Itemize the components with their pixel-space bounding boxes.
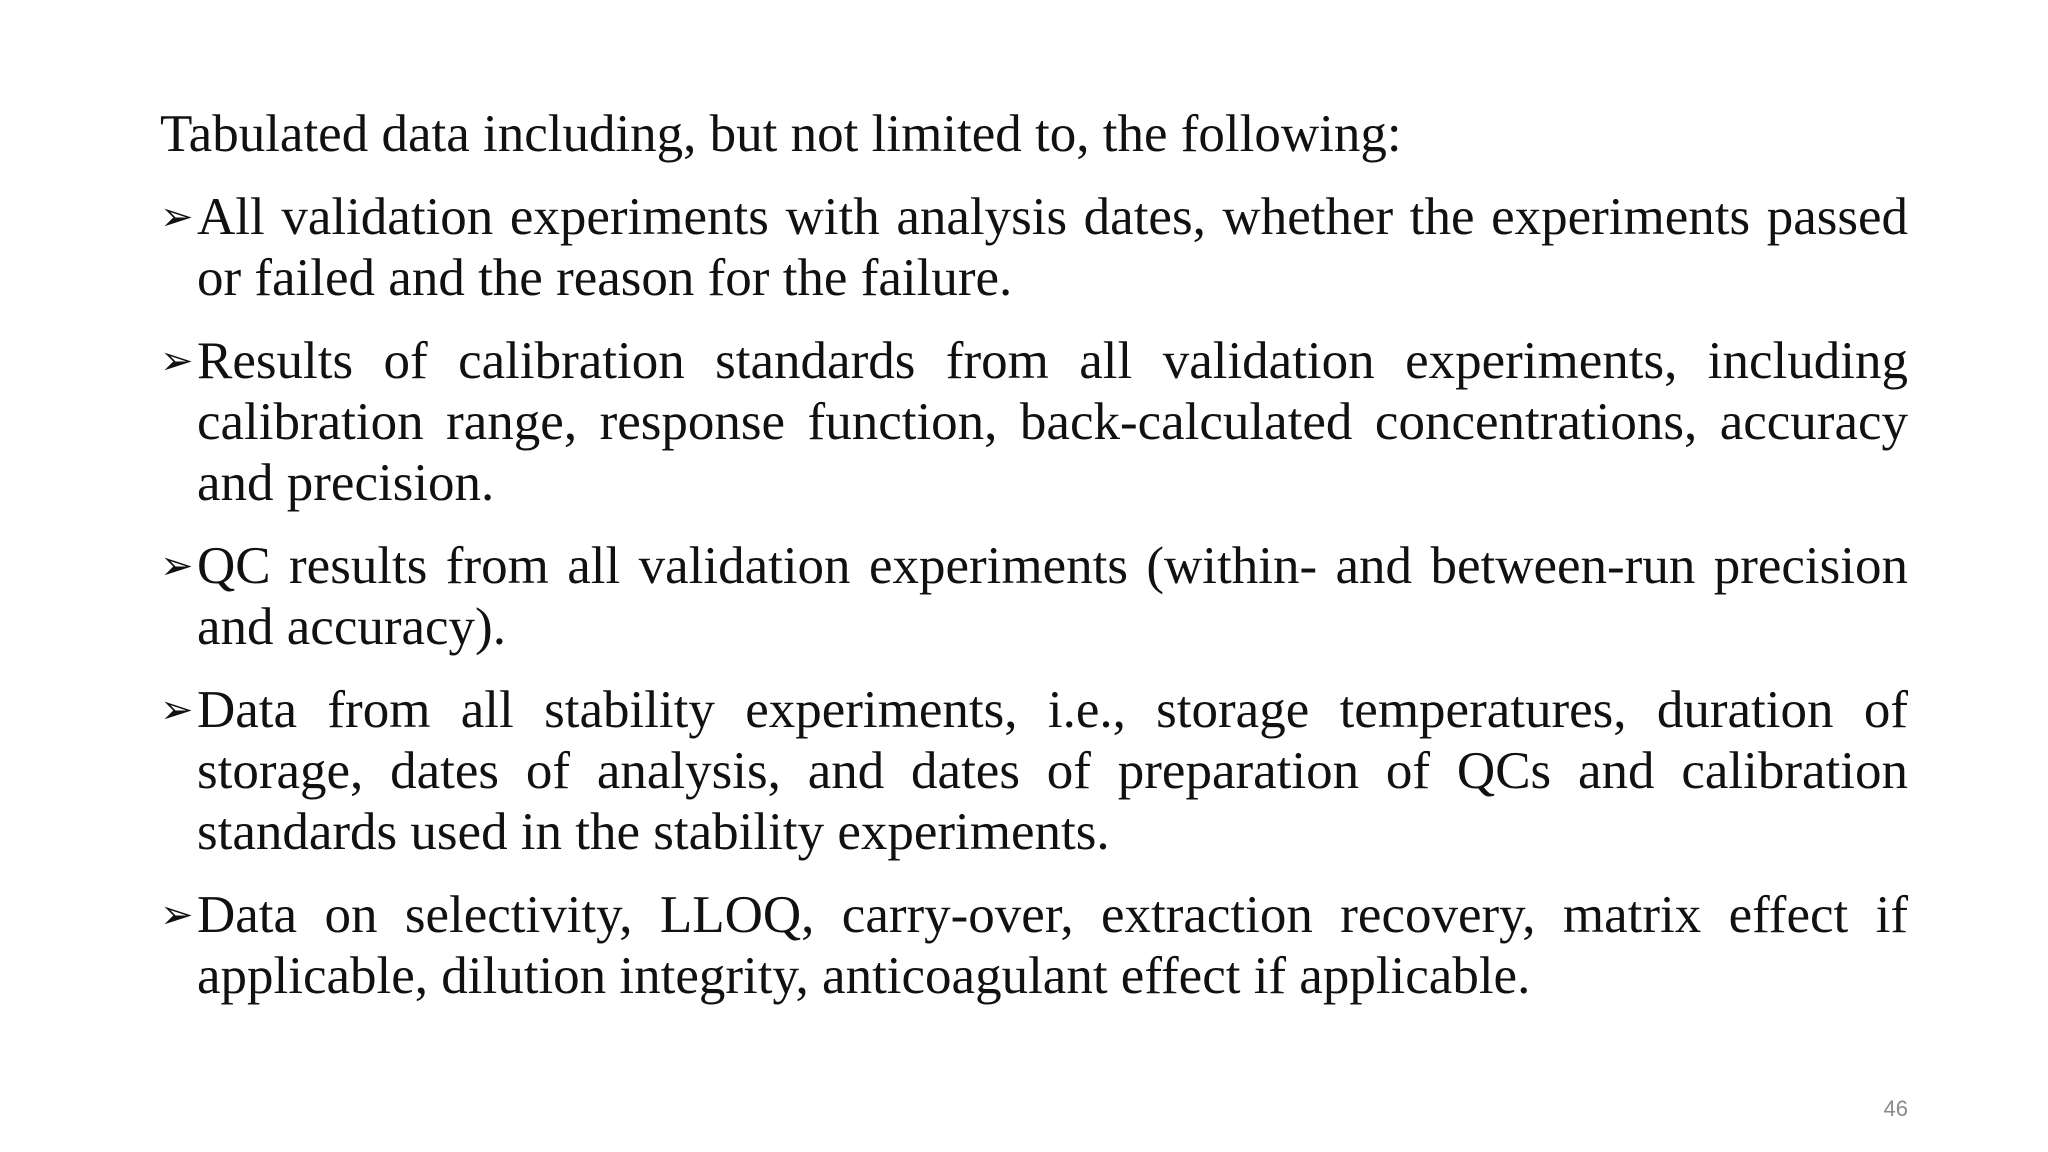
list-item xyxy=(160,536,1908,658)
arrowhead-bullet-icon: ➢ xyxy=(160,892,194,938)
arrowhead-bullet-icon: ➢ xyxy=(160,338,194,384)
arrowhead-bullet-icon: ➢ xyxy=(160,194,194,240)
bullet-list xyxy=(160,187,1908,1007)
bullet-text: Data on selectivity, LLOQ, carry-over, extraction recovery, matrix effect if applicable, dilution integrity, anticoagulant effect if applicable. xyxy=(197,886,1908,1005)
bullet-text: QC results from all validation experiments (within- and between-run precision and accuracy). xyxy=(197,537,1908,656)
page-number: 46 xyxy=(1883,1096,1908,1121)
list-item xyxy=(160,885,1908,1007)
slide-body xyxy=(160,104,1908,1029)
list-item xyxy=(160,680,1908,863)
bullet-text: Data from all stability experiments, i.e., storage temperatures, duration of storage, dates of analysis, and dates of preparation of QCs and calibration standards used in the stability experiments. xyxy=(197,681,1908,861)
bullet-text: Results of calibration standards from all validation experiments, including calibration range, response function, back-calculated concentrations, accuracy and precision. xyxy=(197,332,1908,512)
arrowhead-bullet-icon: ➢ xyxy=(160,687,194,733)
arrowhead-bullet-icon: ➢ xyxy=(160,543,194,589)
bullet-text: All validation experiments with analysis dates, whether the experiments passed or failed and the reason for the failure. xyxy=(197,188,1908,307)
list-item xyxy=(160,331,1908,514)
list-item xyxy=(160,187,1908,309)
intro-text: Tabulated data including, but not limited to, the following: xyxy=(160,105,1402,163)
